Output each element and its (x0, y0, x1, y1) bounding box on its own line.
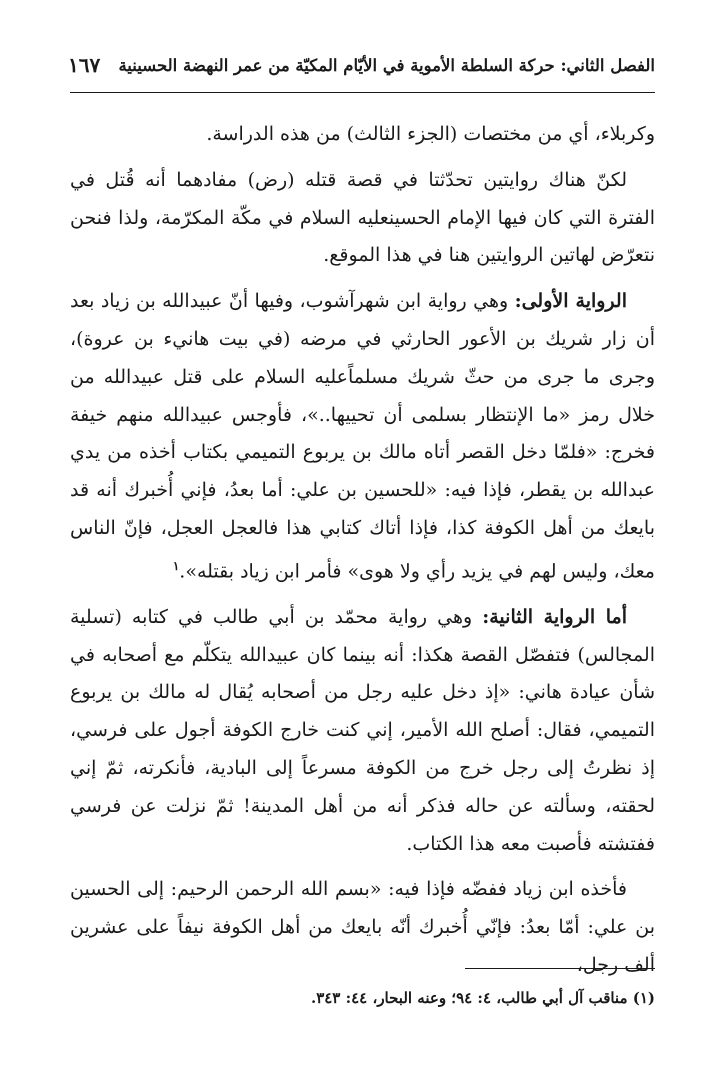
paragraph-lead: أما الرواية الثانية: (482, 605, 627, 628)
page-number: ١٦٧ (68, 53, 101, 77)
chapter-title: حركة السلطة الأموية في الأيّام المكيّة من عمر النهضة الحسينية (118, 55, 555, 75)
paragraph-text: وهي رواية ابن شهرآشوب، وفيها أنّ عبيدالله بن زياد بعد أن زار شريك بن الأعور الحارثي في مرضه (في بيت هانيء بن عروة)، وجرى ما جرى من حثّ شريك مسلماًعليه السلام على قتل عبيدالله من خلال رمز «ما الإنتظار بسلمى أن تحييها..»، فأوجس عبيدالله منهم خيفة فخرج: «فلمّا دخل القصر أتاه مالك بن يربوع التميمي بكتاب أخذه من يدي عبدالله بن يقطر، فإذا فيه: «للحسين بن علي: أما بعدُ، فإني أُخبرك أنه قد بايعك من أهل الكوفة كذا، فإذا أتاك كتابي هذا فالعجل العجل، فإنّ الناس معك، وليس لهم في يزيد رأي ولا هوى» فأمر ابن زياد بقتله». (70, 290, 655, 583)
footnote-divider (465, 968, 655, 969)
paragraph-lead: الرواية الأولى: (514, 290, 627, 313)
paragraph-text: فأخذه ابن زياد ففضّه فإذا فيه: «بسم الله الرحمن الرحيم: إلى الحسين بن علي: أمّا بعدُ: فإنّي أُخبرك أنّه بايعك من أهل الكوفة نيفاً على عشرين ألف رجل، (70, 878, 655, 977)
chapter-heading (118, 56, 655, 75)
footnote: (١) مناقب آل أبي طالب، ٤: ٩٤؛ وعنه البحار، ٤٤: ٣٤٣. (310, 989, 655, 1007)
running-header (68, 44, 655, 86)
paragraph-text: لكنّ هناك روايتين تحدّثتا في قصة قتله (رض) مفادهما أنه قُتل في الفترة التي كان فيها الإمام الحسينعليه السلام في مكّة المكرّمة، ولذا فنحن نتعرّض لهاتين الروايتين هنا في هذا الموقع. (70, 168, 655, 267)
chapter-label: الفصل الثاني: (560, 55, 655, 75)
header-divider (70, 92, 655, 93)
main-text (70, 116, 655, 993)
paragraph (70, 599, 655, 864)
paragraph-text: وكربلاء، أي من مختصات (الجزء الثالث) من هذه الدراسة. (206, 123, 655, 145)
paragraph (70, 162, 655, 275)
paragraph (70, 116, 655, 154)
footnote-reference[interactable]: ١ (172, 558, 180, 573)
paragraph-text: وهي رواية محمّد بن أبي طالب في كتابه (تسلية المجالس) فتفصّل القصة هكذا: أنه بينما كان عبيدالله يتكلّم مع أصحابه في شأن عيادة هاني: «إذ دخل عليه رجل من أصحابه يُقال له مالك بن يربوع التميمي، فقال: أصلح الله الأمير، إني كنت خارج الكوفة أجول على فرسي، إذ نظرتُ إلى رجل خرج من الكوفة مسرعاً إلى البادية، فأنكرته، ثمّ إني لحقته، وسألته عن حاله فذكر أنه من أهل المدينة! ثمّ نزلت عن فرسي ففتشته فأصبت معه هذا الكتاب. (70, 605, 655, 855)
paragraph (70, 283, 655, 591)
